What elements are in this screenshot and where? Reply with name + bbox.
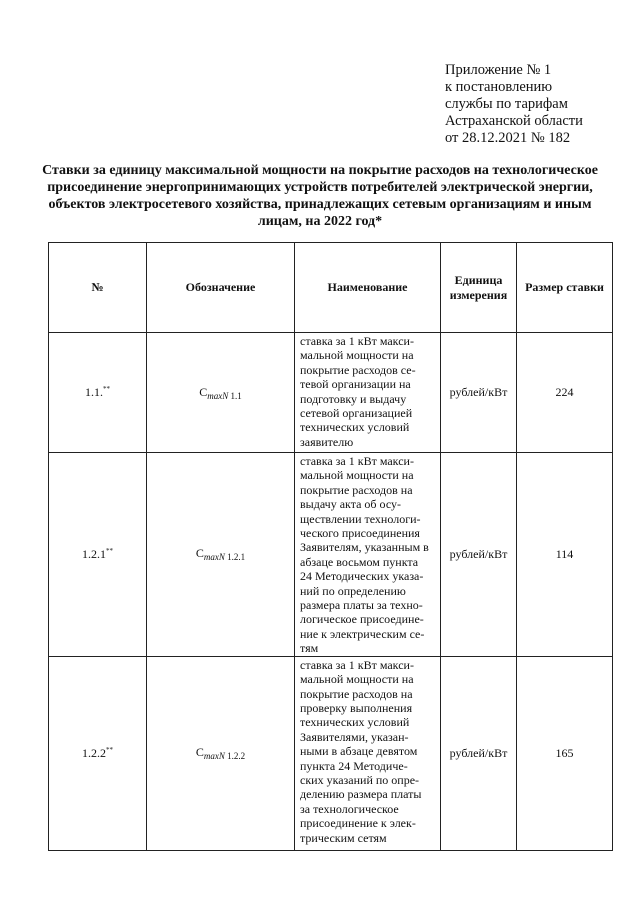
row-name: ставка за 1 кВт макси- мальной мощности на покрытие расходов на выдачу акта об осу- ществлении технологи- ческого присоединения Заявителям, указанным в абзаце восьмом пункта 24 Методических указа- ний по определению размера платы за техно- логическое присоедине- ние к электрическим се- тям	[295, 453, 441, 657]
appendix-line: службы по тарифам	[445, 96, 568, 112]
row-designation: $C_{maxN 1.2.1}$	[147, 453, 295, 657]
table-row	[49, 333, 613, 453]
row-rate-value: 165	[517, 656, 613, 850]
table-row	[49, 656, 613, 850]
appendix-line: к постановлению	[445, 79, 553, 95]
header-unit: Единица измерения	[441, 243, 517, 333]
row-number: 1.1.**	[49, 333, 147, 453]
document-title: Ставки за единицу максимальной мощности на покрытие расходов на технологическое присоединение энергопринимающих устройств потребителей электрической энергии, объектов электросетевого хозяйства, принадлежащих сетевым организациям и иным лицам, на 2022 год*	[42, 163, 598, 229]
appendix-line: от 28.12.2021 № 182	[445, 130, 571, 146]
row-number: 1.2.2**	[49, 656, 147, 850]
header-name: Наименование	[295, 243, 441, 333]
row-number: 1.2.1**	[49, 453, 147, 657]
row-unit: рублей/кВт	[441, 656, 517, 850]
appendix-block	[445, 62, 635, 147]
table-header-row	[49, 243, 613, 333]
appendix-line: Приложение № 1	[445, 62, 552, 78]
row-designation: $C_{maxN 1.1}$	[147, 333, 295, 453]
row-name: ставка за 1 кВт макси- мальной мощности на покрытие расходов се- тевой организации на подготовку и выдачу сетевой организацией технических условий заявителю	[295, 333, 441, 453]
header-number: №	[49, 243, 147, 333]
row-designation: $C_{maxN 1.2.2}$	[147, 656, 295, 850]
row-name: ставка за 1 кВт макси- мальной мощности на покрытие расходов на проверку выполнения технических условий Заявителями, указан- ными в абзаце девятом пункта 24 Методиче- ских указаний по опре- делению размера платы за технологическое присоединение к элек- трическим сетям	[295, 656, 441, 850]
appendix-line: Астраханской области	[445, 113, 583, 129]
table-row	[49, 453, 613, 657]
header-designation: Обозначение	[147, 243, 295, 333]
row-rate-value: 224	[517, 333, 613, 453]
rates-table	[48, 242, 613, 851]
row-unit: рублей/кВт	[441, 453, 517, 657]
row-rate-value: 114	[517, 453, 613, 657]
row-unit: рублей/кВт	[441, 333, 517, 453]
header-rate: Размер ставки	[517, 243, 613, 333]
